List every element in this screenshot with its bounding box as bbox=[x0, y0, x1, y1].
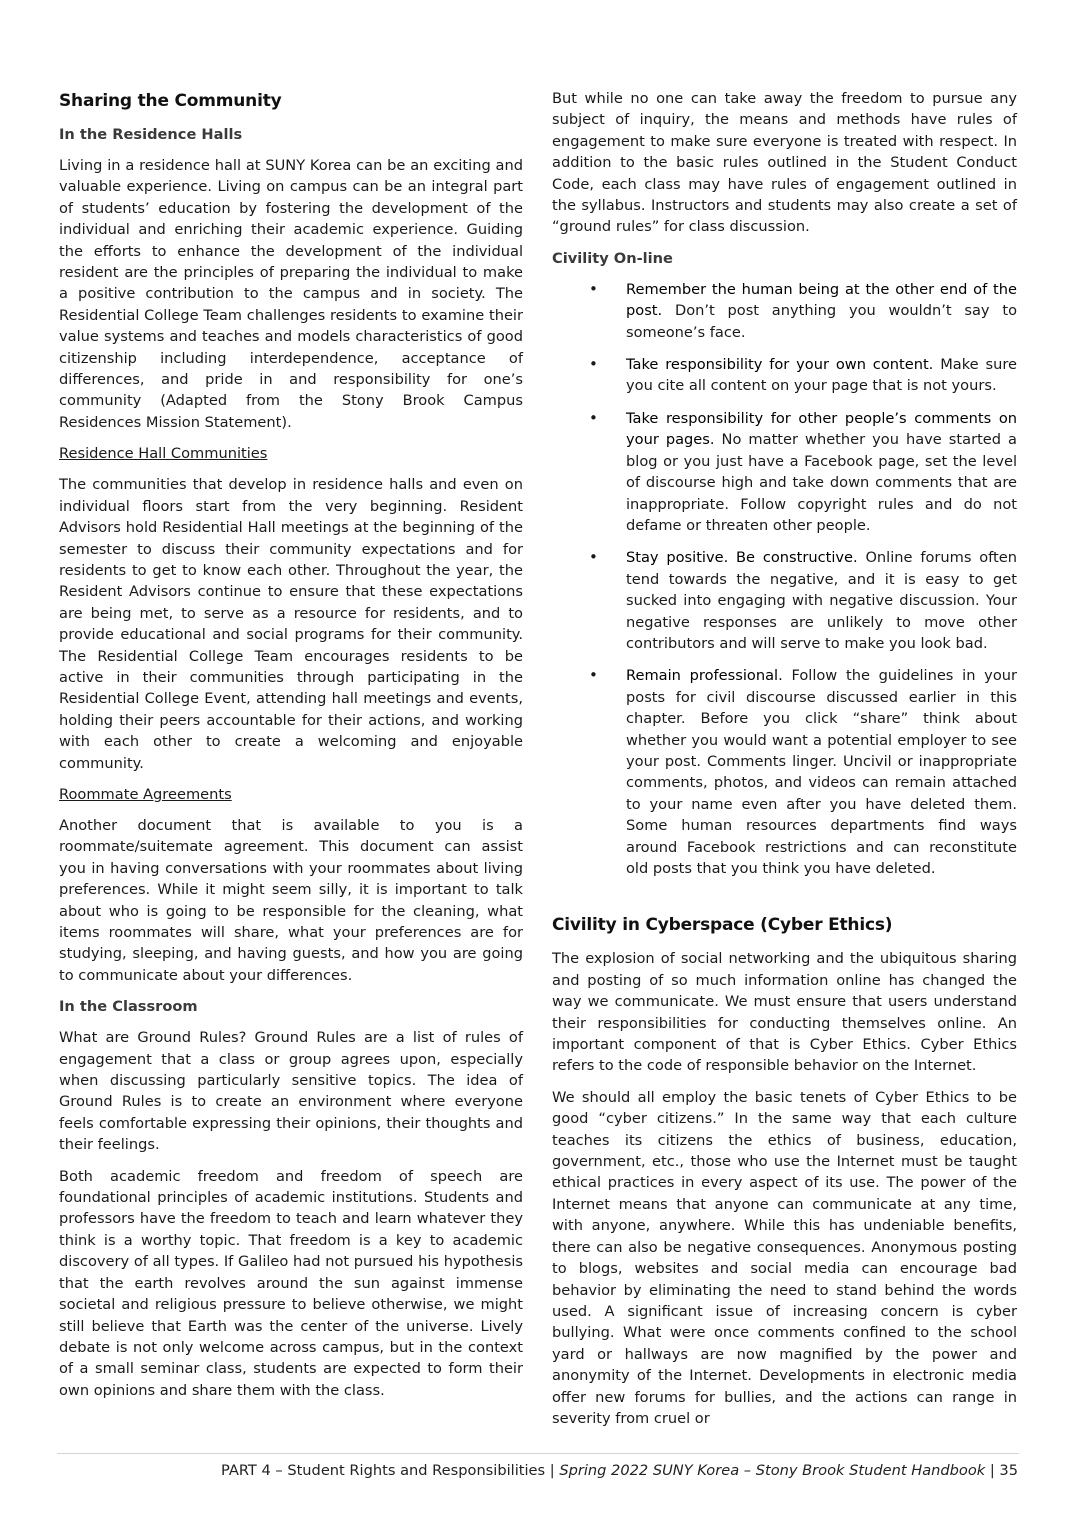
subheading-in-the-classroom: In the Classroom bbox=[59, 998, 198, 1016]
subheading-residence-halls: In the Residence Halls bbox=[59, 126, 243, 143]
bullet-lead: Remember the human being at the other end of the post. bbox=[626, 280, 1017, 320]
paragraph: We should all employ the basic tenets of Cyber Ethics to be good “cyber citizens.” In the same way that each culture teaches its citizens the ethics of business, education, government, etc., those who use the Internet must be taught ethical practices in every aspect of its use. The power of the Internet means that anyone can communicate at any time, with anyone, anywhere. While this has undeniable benefits, there can also be negative consequences. Anonymous posting to blogs, websites and social media can encourage bad behavior by eliminating the need to stand behind the words used. A significant issue of increasing concern is cyber bullying. What were once comments confined to the school yard or hallways are now magnified by the power and anonymity of the Internet. Developments in electronic media offer new forums for bullies, and the actions can range in severity from cruel or bbox=[552, 1088, 1017, 1427]
paragraph: Living in a residence hall at SUNY Korea can be an exciting and valuable experience. Living on campus can be an integral part of students’ education by fostering the development of the individual and enriching their academic experience. Guiding the efforts to enhance the development of the individual resident are the principles of preparing the individual to make a positive contribution to the campus and in society. The Residential College Team challenges residents to examine their value systems and teaches and models characteristics of good citizenship including interdependence, acceptance of differences, and pride in and responsibility for one’s community (Adapted from the Stony Brook Campus Residences Mission Statement). bbox=[59, 157, 523, 431]
subheading-roommate-agreements: Roommate Agreements bbox=[59, 785, 232, 803]
paragraph: The explosion of social networking and the ubiquitous sharing and posting of so much information online has changed the way we communicate. We must ensure that users understand their responsibilities for conducting themselves online. An important component of that is Cyber Ethics. Cyber Ethics refers to the code of responsible behavior on the Internet. bbox=[552, 950, 1017, 1075]
bullet-icon: • bbox=[589, 279, 598, 298]
footer-part: PART 4 – Student Rights and Responsibilities | bbox=[220, 1462, 560, 1479]
left-column bbox=[59, 88, 523, 1411]
list-item bbox=[552, 354, 1017, 397]
spacer bbox=[552, 890, 1017, 912]
subheading-residence-hall-communities: Residence Hall Communities bbox=[59, 445, 268, 463]
list-item bbox=[552, 408, 1017, 536]
bullet-text: Make sure you cite all content on your page that is not yours. bbox=[626, 356, 1018, 395]
paragraph: What are Ground Rules? Ground Rules are a list of rules of engagement that a class or group agrees upon, especially when discussing particularly sensitive topics. The idea of Ground Rules is to create an environment where everyone feels comfortable expressing their opinions, their thoughts and their feelings. bbox=[59, 1029, 523, 1154]
bullet-text: Online forums often tend towards the negative, and it is easy to get sucked into engaging with negative discussion. Your negative responses are unlikely to move other contributors and will serve to make you look bad. bbox=[626, 549, 1018, 652]
bullet-text: No matter whether you have started a blog or you just have a Facebook page, set the level of discourse high and take down comments that are inappropriate. Follow copyright rules and do not defame or threaten other people. bbox=[626, 431, 1017, 534]
page-footer bbox=[221, 1461, 1018, 1481]
list-item bbox=[552, 279, 1017, 343]
page-number: | 35 bbox=[985, 1462, 1018, 1479]
paragraph: Both academic freedom and freedom of speech are foundational principles of academic institutions. Students and professors have the freedom to teach and learn whatever they think is a worthy topic. That freedom is a key to academic discovery of all types. If Galileo had not pursued his hypothesis that the earth revolves around the sun against immense societal and religious pressure to believe otherwise, we might still believe that Earth was the center of the universe. Lively debate is not only welcome across campus, but in the context of a small seminar class, students are expected to form their own opinions and share them with the class. bbox=[59, 1167, 523, 1399]
section-heading: Civility in Cyberspace (Cyber Ethics) bbox=[552, 915, 893, 936]
paragraph: But while no one can take away the freedom to pursue any subject of inquiry, the means and methods have rules of engagement to make sure everyone is treated with respect. In addition to the basic rules outlined in the Student Conduct Code, each class may have rules of engagement outlined in the syllabus. Instructors and students may also create a set of “ground rules” for class discussion. bbox=[552, 90, 1017, 236]
paragraph: Another document that is available to you is a roommate/suitemate agreement. This document can assist you in having conversations with your roommates about living preferences. While it might seem silly, it is important to talk about who is going to be responsible for the cleaning, what items roommates will share, what your preferences are for studying, sleeping, and having guests, and how you are going to communicate about your differences. bbox=[59, 816, 523, 984]
footer-divider bbox=[57, 1453, 1019, 1454]
bullet-lead: Take responsibility for your own content. bbox=[626, 356, 934, 374]
bullet-icon: • bbox=[589, 548, 598, 567]
subheading-civility-online: Civility On-line bbox=[552, 249, 673, 267]
bullet-lead: Remain professional. bbox=[626, 667, 783, 685]
bullet-icon: • bbox=[589, 408, 598, 427]
footer-title: Spring 2022 SUNY Korea – Stony Brook Student Handbook bbox=[559, 1462, 986, 1479]
paragraph: The communities that develop in residence halls and even on individual floors start from the very beginning. Resident Advisors hold Residential Hall meetings at the beginning of the semester to discuss their community expectations and for residents to get to know each other. Throughout the year, the Resident Advisors continue to ensure that these expectations are being met, to serve as a resource for residents, and to provide educational and social programs for their community. The Residential College Team encourages residents to be active in their communities through participating in the Residential College Event, attending hall meetings and events, holding their peers accountable for their actions, and working with each other to create a welcoming and enjoyable community. bbox=[59, 476, 523, 772]
list-item bbox=[552, 665, 1017, 879]
bullet-icon: • bbox=[589, 666, 598, 685]
bullet-lead: Stay positive. Be constructive. bbox=[626, 549, 858, 567]
right-column bbox=[552, 88, 1017, 1439]
list-item bbox=[552, 547, 1017, 654]
civility-bullet-list bbox=[552, 279, 1017, 880]
bullet-text: Don’t post anything you wouldn’t say to someone’s face. bbox=[626, 302, 1017, 341]
bullet-text: Follow the guidelines in your posts for civil discourse discussed earlier in this chapter. Before you click “share” think about whether you would want a potential employer to see your post. Comments linger. Uncivil or inappropriate comments, photos, and videos can remain attached to your name even after you have deleted them. Some human resources departments find ways around Facebook restrictions and can reconstitute old posts that you think you have deleted. bbox=[626, 667, 1017, 877]
section-heading: Sharing the Community bbox=[59, 91, 282, 111]
bullet-icon: • bbox=[589, 355, 598, 374]
bullet-lead: Take responsibility for other people’s comments on your pages. bbox=[626, 409, 1017, 449]
